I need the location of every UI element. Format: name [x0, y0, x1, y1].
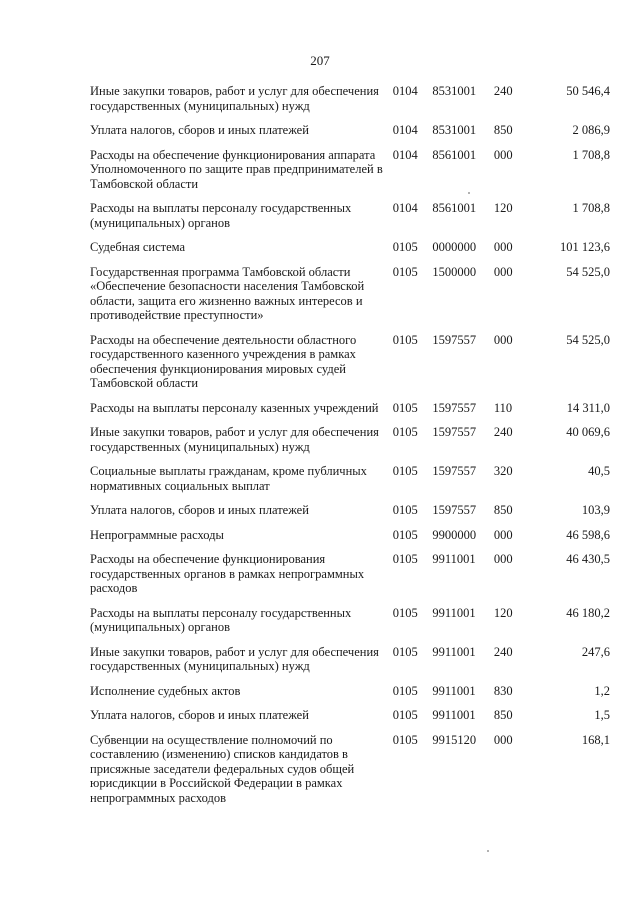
row-expense-type: 320 — [493, 464, 513, 478]
table-row — [90, 528, 610, 553]
row-name: Государственная программа Тамбовской области «Обеспечение безопасности населения Тамбовской области, защита его жизненно важных интересов и противодействие преступности» — [90, 264, 365, 322]
row-amount: 40 069,6 — [566, 425, 610, 439]
table-row — [90, 645, 610, 684]
row-target-code: 1500000 — [432, 264, 477, 279]
row-amount: 46 430,5 — [566, 552, 610, 566]
table-row — [90, 201, 610, 240]
row-expense-type: 110 — [493, 400, 513, 415]
row-name: Субвенции на осуществление полномочий по составлению (изменению) списков кандидатов в присяжные заседатели федеральных судов общей юрисдикции в Российской Федерации в рамках непрограммных расходов — [90, 732, 355, 805]
row-expense-type: 000 — [493, 332, 513, 347]
row-target-code: 1597557 — [432, 503, 477, 517]
table-row — [90, 425, 610, 464]
table-row — [90, 123, 610, 148]
row-expense-type: 000 — [493, 527, 513, 542]
row-section-code: 0105 — [392, 425, 418, 439]
row-expense-type: 240 — [493, 84, 513, 98]
row-expense-type: 850 — [493, 123, 513, 137]
row-target-code: 9900000 — [432, 527, 477, 542]
row-section-code: 0105 — [392, 527, 418, 542]
row-expense-type: 000 — [493, 240, 513, 254]
row-name: Непрограммные расходы — [90, 527, 224, 542]
table-row — [90, 265, 610, 333]
table-row — [90, 333, 610, 401]
row-target-code: 8531001 — [432, 84, 477, 98]
row-amount: 101 123,6 — [560, 240, 610, 254]
row-expense-type: 830 — [493, 683, 513, 698]
page-number: 207 — [310, 53, 330, 68]
row-name: Расходы на обеспечение функционирования государственных органов в рамках непрограммных расходов — [90, 552, 365, 595]
row-amount: 40,5 — [588, 464, 610, 478]
row-target-code: 9911001 — [432, 552, 476, 566]
row-name: Расходы на выплаты персоналу государственных (муниципальных) органов — [90, 201, 352, 230]
table-row — [90, 464, 610, 503]
row-expense-type: 240 — [493, 425, 513, 439]
row-expense-type: 850 — [493, 503, 513, 517]
row-name: Исполнение судебных актов — [90, 683, 241, 698]
row-section-code: 0105 — [392, 552, 418, 566]
row-amount: 1,5 — [594, 708, 610, 722]
table-row — [90, 401, 610, 426]
row-section-code: 0105 — [392, 240, 418, 254]
row-target-code: 9911001 — [432, 708, 476, 722]
row-name: Расходы на обеспечение деятельности областного государственного казенного учреждения в рамках обеспечения функционирования мировых судей Тамбовской области — [90, 332, 357, 390]
row-name: Иные закупки товаров, работ и услуг для обеспечения государственных (муниципальных) нужд — [90, 425, 379, 454]
row-amount: 103,9 — [581, 503, 610, 517]
row-name: Уплата налогов, сборов и иных платежей — [90, 503, 309, 517]
row-section-code: 0105 — [392, 605, 418, 620]
row-expense-type: 000 — [493, 264, 513, 279]
row-name: Иные закупки товаров, работ и услуг для обеспечения государственных (муниципальных) нужд — [90, 644, 379, 673]
row-section-code: 0105 — [392, 503, 418, 517]
row-section-code: 0105 — [392, 708, 418, 722]
row-expense-type: 850 — [493, 708, 513, 722]
row-amount: 46 180,2 — [566, 605, 610, 620]
row-target-code: 9915120 — [432, 732, 477, 747]
row-target-code: 9911001 — [432, 605, 476, 620]
row-name: Расходы на выплаты персоналу государственных (муниципальных) органов — [90, 605, 352, 634]
row-section-code: 0104 — [392, 201, 418, 215]
table-row — [90, 148, 610, 202]
row-section-code: 0105 — [392, 464, 418, 478]
table-row — [90, 733, 610, 816]
row-target-code: 8561001 — [432, 147, 477, 162]
row-name: Расходы на выплаты персоналу казенных учреждений — [90, 400, 379, 415]
budget-table-body — [90, 84, 610, 815]
row-target-code: 8561001 — [432, 201, 477, 215]
row-name: Социальные выплаты гражданам, кроме публичных нормативных социальных выплат — [90, 464, 367, 493]
table-row — [90, 503, 610, 528]
row-expense-type: 120 — [493, 605, 513, 620]
row-target-code: 0000000 — [432, 240, 477, 254]
row-amount: 1 708,8 — [572, 201, 610, 215]
row-section-code: 0104 — [392, 84, 418, 98]
row-amount: 14 311,0 — [566, 400, 610, 415]
table-row — [90, 708, 610, 733]
row-amount: 54 525,0 — [566, 264, 610, 279]
row-amount: 1,2 — [594, 683, 610, 698]
row-section-code: 0105 — [392, 400, 418, 415]
row-section-code: 0105 — [392, 683, 418, 698]
row-amount: 168,1 — [581, 732, 610, 747]
row-expense-type: 240 — [493, 644, 513, 659]
row-target-code: 8531001 — [432, 123, 477, 137]
table-row — [90, 240, 610, 265]
row-target-code: 1597557 — [432, 464, 477, 478]
row-amount: 2 086,9 — [572, 123, 610, 137]
row-section-code: 0105 — [392, 644, 418, 659]
row-expense-type: 000 — [493, 732, 513, 747]
table-row — [90, 552, 610, 606]
row-expense-type: 000 — [493, 147, 513, 162]
row-amount: 247,6 — [581, 644, 610, 659]
row-section-code: 0104 — [392, 123, 418, 137]
row-target-code: 1597557 — [432, 425, 477, 439]
row-name: Судебная система — [90, 240, 186, 254]
row-target-code: 1597557 — [432, 400, 477, 415]
row-name: Уплата налогов, сборов и иных платежей — [90, 708, 309, 722]
row-section-code: 0104 — [392, 147, 418, 162]
row-target-code: 9911001 — [432, 644, 476, 659]
budget-table — [90, 84, 610, 815]
row-amount: 1 708,8 — [572, 147, 610, 162]
row-amount: 50 546,4 — [566, 84, 610, 98]
row-name: Расходы на обеспечение функционирования аппарата Уполномоченного по защите прав предпринимателей в Тамбовской области — [90, 147, 383, 191]
row-amount: 46 598,6 — [566, 527, 610, 542]
row-name: Иные закупки товаров, работ и услуг для обеспечения государственных (муниципальных) нужд — [90, 84, 379, 113]
row-section-code: 0105 — [392, 332, 418, 347]
row-expense-type: 000 — [493, 552, 513, 566]
scan-artifact — [487, 850, 489, 852]
row-name: Уплата налогов, сборов и иных платежей — [90, 123, 309, 137]
row-expense-type: 120 — [493, 201, 513, 215]
row-target-code: 1597557 — [432, 332, 477, 347]
table-row — [90, 606, 610, 645]
row-target-code: 9911001 — [432, 683, 476, 698]
table-row — [90, 84, 610, 123]
scan-artifact — [468, 192, 470, 194]
table-row — [90, 684, 610, 709]
row-section-code: 0105 — [392, 732, 418, 747]
row-section-code: 0105 — [392, 264, 418, 279]
row-amount: 54 525,0 — [566, 332, 610, 347]
